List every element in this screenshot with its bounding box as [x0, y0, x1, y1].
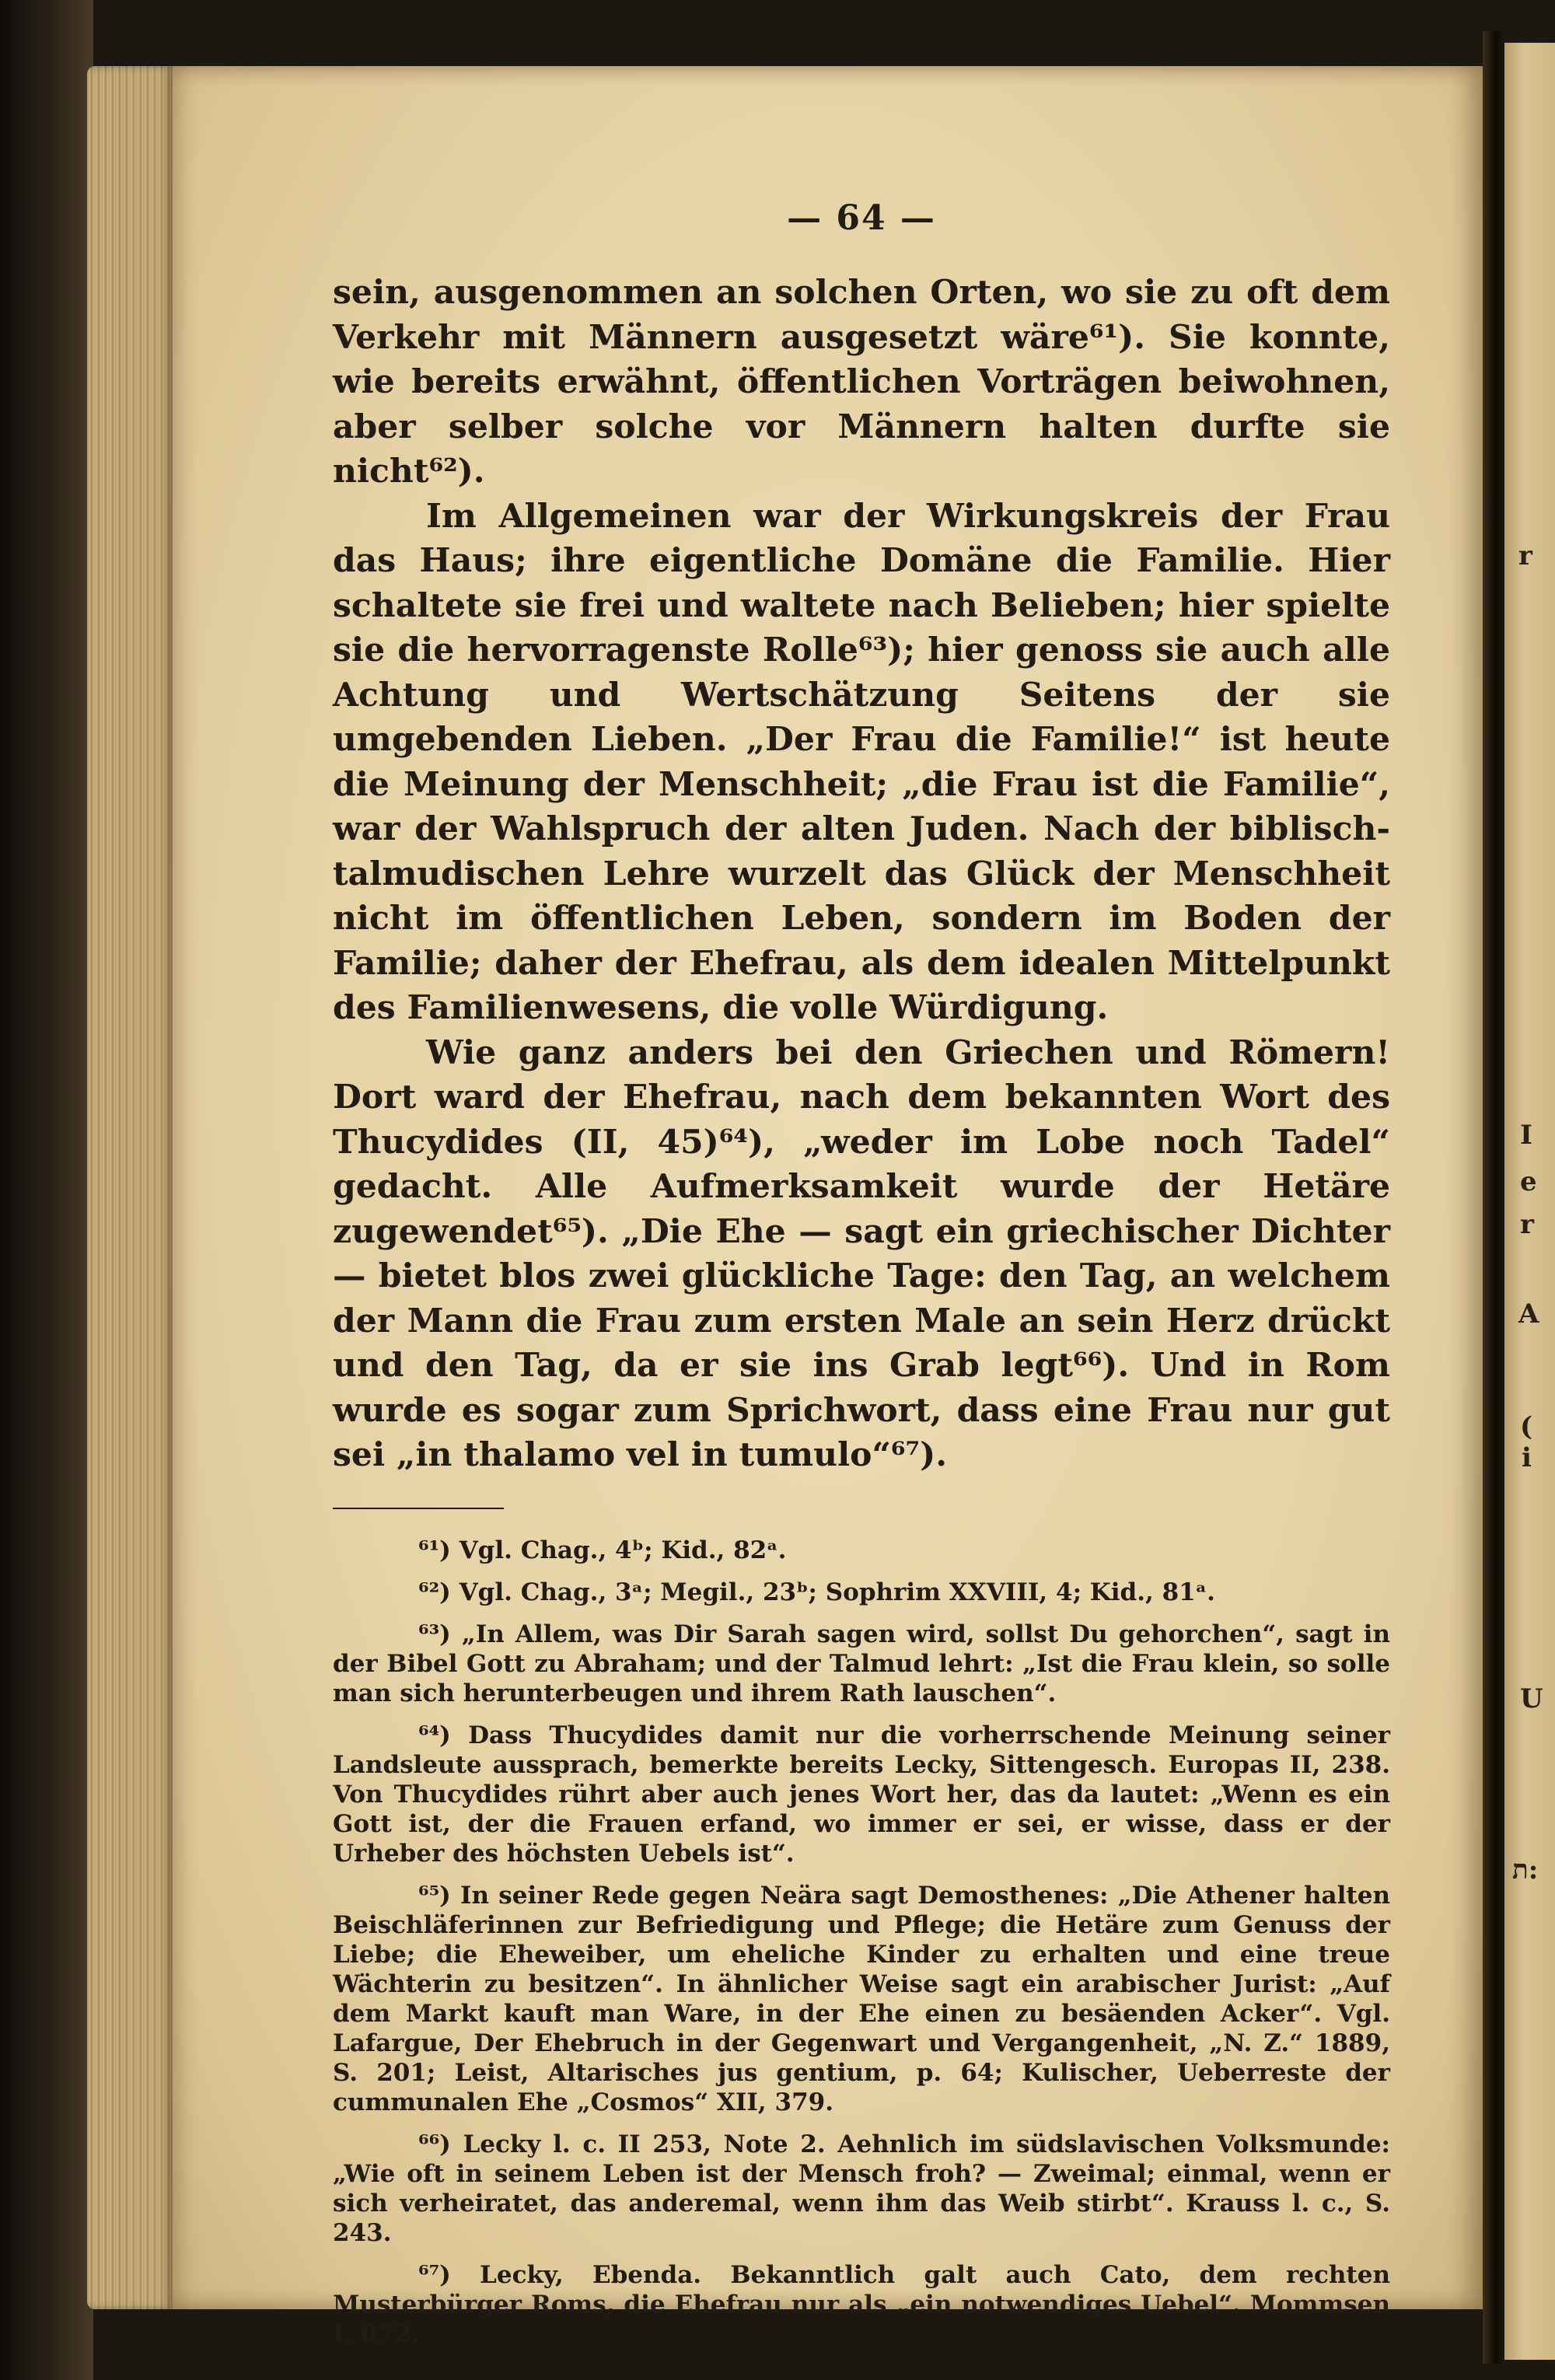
page-edges [87, 66, 173, 2309]
footnote: ⁶⁷) Lecky, Ebenda. Bekanntlich galt auch Cato, dem rechten Musterbürger Roms, die Ehefrau nur als „ein notwendiges Uebel“. Mommsen I, 872. [333, 2260, 1390, 2348]
next-page-fragment: r [1520, 1209, 1534, 1240]
next-page-fragment: U [1520, 1683, 1543, 1714]
book-cover-left [0, 0, 93, 2380]
footnotes [333, 1536, 1390, 2349]
next-page-edge [1504, 43, 1555, 2360]
next-page-fragment: i [1522, 1442, 1532, 1473]
page-number: — 64 — [787, 198, 936, 238]
next-page-fragment: r [1518, 540, 1532, 571]
next-page-fragment: ( [1520, 1411, 1533, 1442]
footnote: ⁶²) Vgl. Chag., 3ᵃ; Megil., 23ᵇ; Sophrim XXVIII, 4; Kid., 81ᵃ. [418, 1578, 1215, 1606]
footnote: ⁶⁶) Lecky l. c. II 253, Note 2. Aehnlich im südslavischen Volksmunde: „Wie oft in seinem Leben ist der Mensch froh? — Zweimal; einmal, wenn er sich verheiratet, das anderemal, wenn ihm das Weib stirbt“. Krauss l. c., S. 243. [333, 2130, 1390, 2247]
footnote: ⁶³) „In Allem, was Dir Sarah sagen wird, sollst Du gehorchen“, sagt in der Bibel Gott zu Abraham; und der Talmud lehrt: „Ist die Frau klein, so solle man sich herunterbeugen und ihrem Rath lauschen“. [333, 1620, 1390, 1707]
footnote: ⁶⁵) In seiner Rede gegen Neära sagt Demosthenes: „Die Athener halten Beischläferinnen zur Befriedigung und Pflege; die Hetäre zum Genuss der Liebe; die Eheweiber, um eheliche Kinder zu erhalten und eine treue Wächterin zu besitzen“. In ähnlicher Weise sagt ein arabischer Jurist: „Auf dem Markt kauft man Ware, in der Ehe einen zu besäenden Acker“. Vgl. Lafargue, Der Ehebruch in der Gegenwart und Vergangenheit, „N. Z.“ 1889, S. 201; Leist, Altarisches jus gentium, p. 64; Kulischer, Ueberreste der cummunalen Ehe „Cosmos“ XII, 379. [333, 1881, 1390, 2116]
paragraph: Wie ganz anders bei den Griechen und Römern! Dort ward der Ehefrau, nach dem bekannten Wort des Thucydides (II, 45)⁶⁴), „weder im Lobe noch Tadel“ gedacht. Alle Aufmerksamkeit wurde der Hetäre zugewendet⁶⁵). „Die Ehe — sagt ein griechischer Dichter — bietet blos zwei glückliche Tage: den Tag, an welchem der Mann die Frau zum ersten Male an sein Herz drückt und den Tag, da er sie ins Grab legt⁶⁶). Und in Rom wurde es sogar zum Sprichwort, dass eine Frau nur gut sei „in thalamo vel in tumulo“⁶⁷). [333, 1033, 1390, 1474]
footnote: ⁶⁴) Dass Thucydides damit nur die vorherrschende Meinung seiner Landsleute aussprach, bemerkte bereits Lecky, Sittengesch. Europas II, 238. Von Thucydides rührt aber auch jenes Wort her, das da lautet: „Wenn es ein Gott ist, der die Frauen erfand, wo immer er sei, er wisse, dass er der Urheber des höchsten Uebels ist“. [333, 1721, 1390, 1868]
next-page-fragment: A [1518, 1298, 1539, 1330]
footnote: ⁶¹) Vgl. Chag., 4ᵇ; Kid., 82ᵃ. [418, 1536, 787, 1564]
next-page-fragment: I [1520, 1120, 1532, 1151]
paragraph: sein, ausgenommen an solchen Orten, wo sie zu oft dem Verkehr mit Männern ausgesetzt wäre⁶¹). Sie konnte, wie bereits erwähnt, öffentlichen Vorträgen beiwohnen, aber selber solche vor Männern halten durfte sie nicht⁶²). [333, 273, 1390, 491]
footnote-divider [333, 1508, 504, 1509]
paragraph: Im Allgemeinen war der Wirkungskreis der Frau das Haus; ihre eigentliche Domäne die Familie. Hier schaltete sie frei und waltete nach Belieben; hier spielte sie die hervorragenste Rolle⁶³); hier genoss sie auch alle Achtung und Wertschätzung Seitens der sie umgebenden Lieben. „Der Frau die Familie!“ ist heute die Meinung der Menschheit; „die Frau ist die Familie“, war der Wahlspruch der alten Juden. Nach der biblisch-talmudischen Lehre wurzelt das Glück der Menschheit nicht im öffentlichen Leben, sondern im Boden der Familie; daher der Ehefrau, als dem idealen Mittelpunkt des Familienwesens, die volle Würdigung. [333, 496, 1390, 1027]
page-content [333, 198, 1390, 2361]
next-page-fragment: ת: [1512, 1854, 1539, 1885]
body-text [333, 271, 1390, 1478]
next-page-fragment: e [1520, 1166, 1537, 1197]
book-gutter [1483, 31, 1504, 2364]
